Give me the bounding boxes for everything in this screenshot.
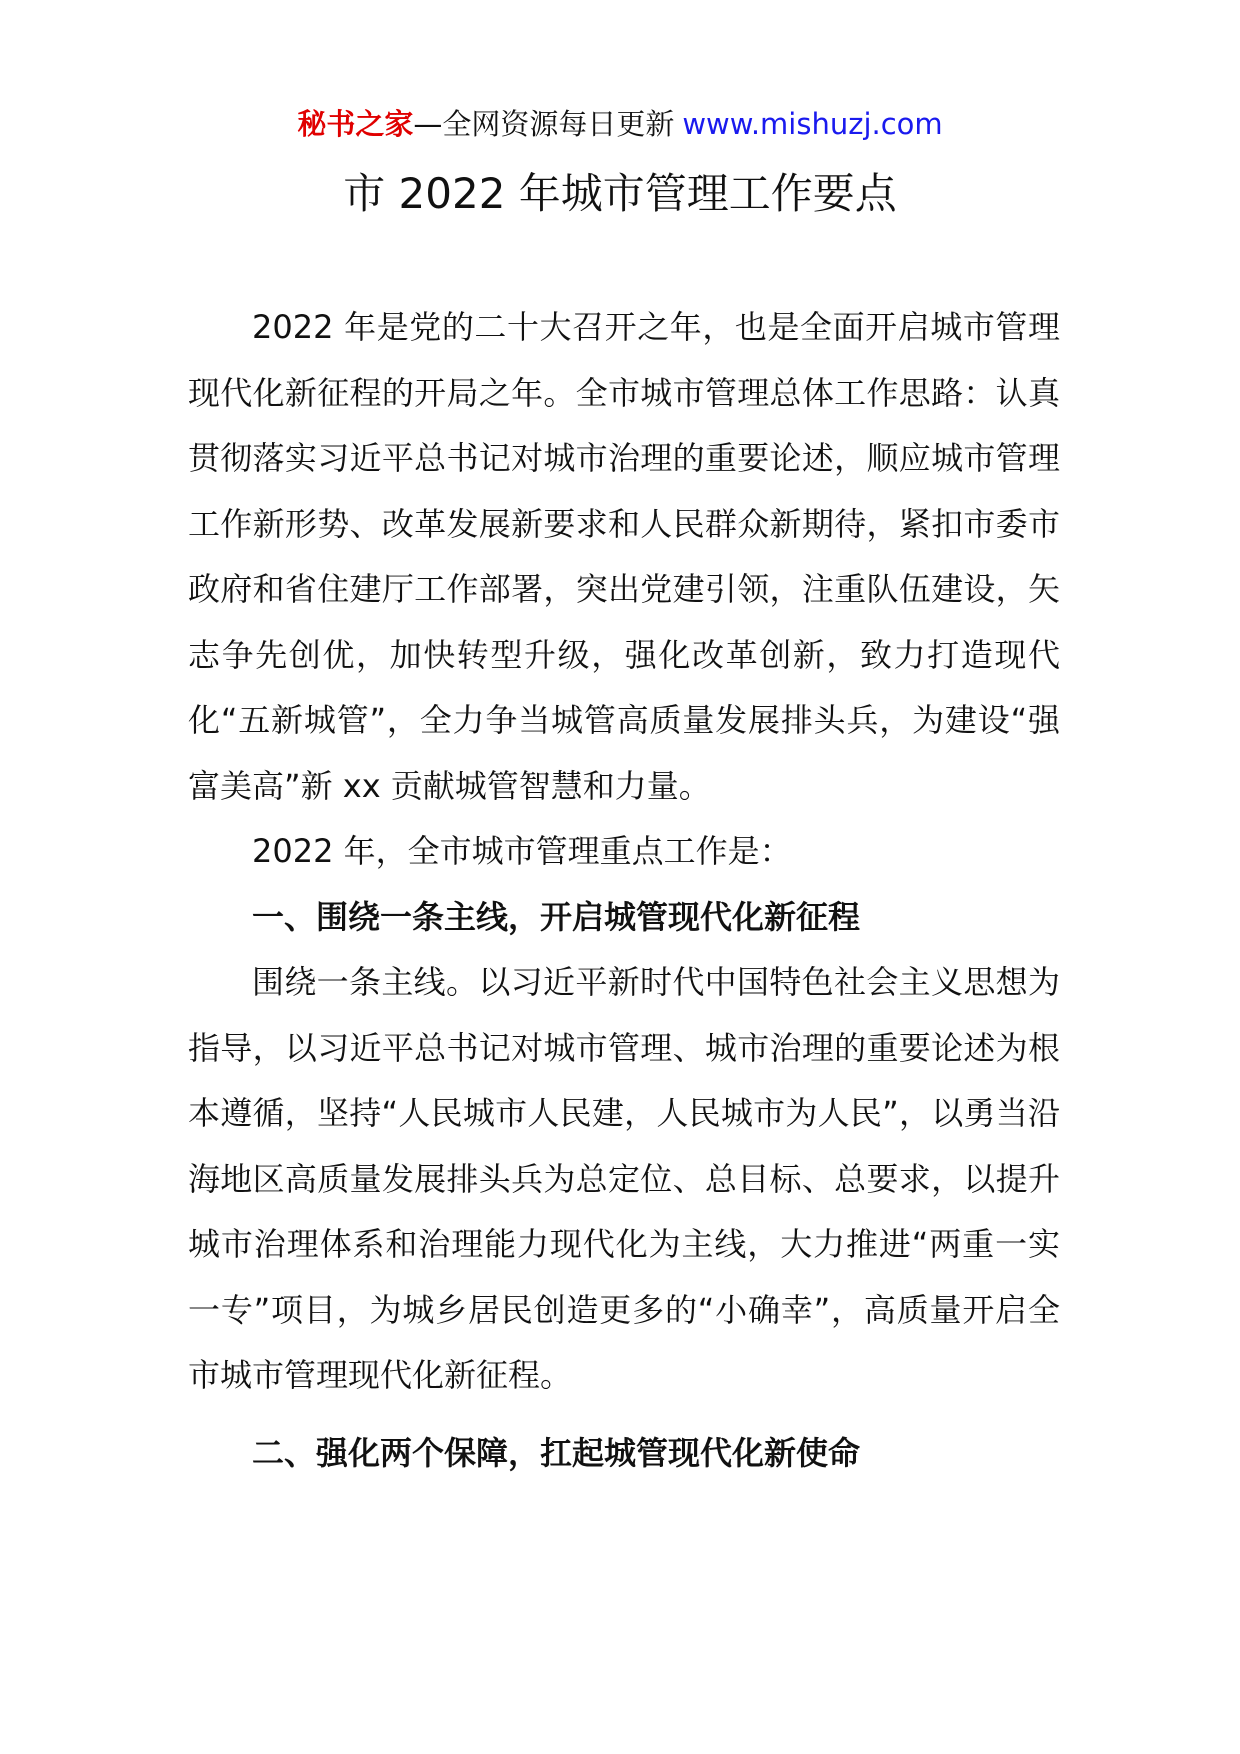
site-header	[0, 104, 1240, 144]
document-title: 市 2022 年城市管理工作要点	[343, 169, 897, 218]
document-body	[188, 295, 1060, 1486]
paragraph-intro: 2022 年是党的二十大召开之年，也是全面开启城市管理现代化新征程的开局之年。全市城市管理总体工作思路：认真贯彻落实习近平总书记对城市治理的重要论述，顺应城市管理工作新形势、改革发展新要求和人民群众新期待，紧扣市委市政府和省住建厅工作部署，突出党建引领，注重队伍建设，矢志争先创优，加快转型升级，强化改革创新，致力打造现代化“五新城管”，全力争当城管高质量发展排头兵，为建设“强富美高”新 xx 贡献城管智慧和力量。	[188, 308, 1060, 805]
paragraph-key-work: 2022 年，全市城市管理重点工作是：	[252, 832, 792, 870]
site-slogan: —全网资源每日更新	[413, 107, 675, 141]
paragraph-section-1: 围绕一条主线。以习近平新时代中国特色社会主义思想为指导，以习近平总书记对城市管理、城市治理的重要论述为根本遵循，坚持“人民城市人民建，人民城市为人民”，以勇当沿海地区高质量发展排头兵为总定位、总目标、总要求，以提升城市治理体系和治理能力现代化为主线，大力推进“两重一实一专”项目，为城乡居民创造更多的“小确幸”，高质量开启全市城市管理现代化新征程。	[188, 963, 1060, 1394]
site-brand: 秘书之家	[297, 107, 414, 141]
site-url-link[interactable]: www.mishuzj.com	[682, 107, 943, 141]
section-heading-1: 一、围绕一条主线，开启城管现代化新征程	[252, 897, 861, 936]
section-heading-2: 二、强化两个保障，扛起城管现代化新使命	[252, 1433, 861, 1472]
